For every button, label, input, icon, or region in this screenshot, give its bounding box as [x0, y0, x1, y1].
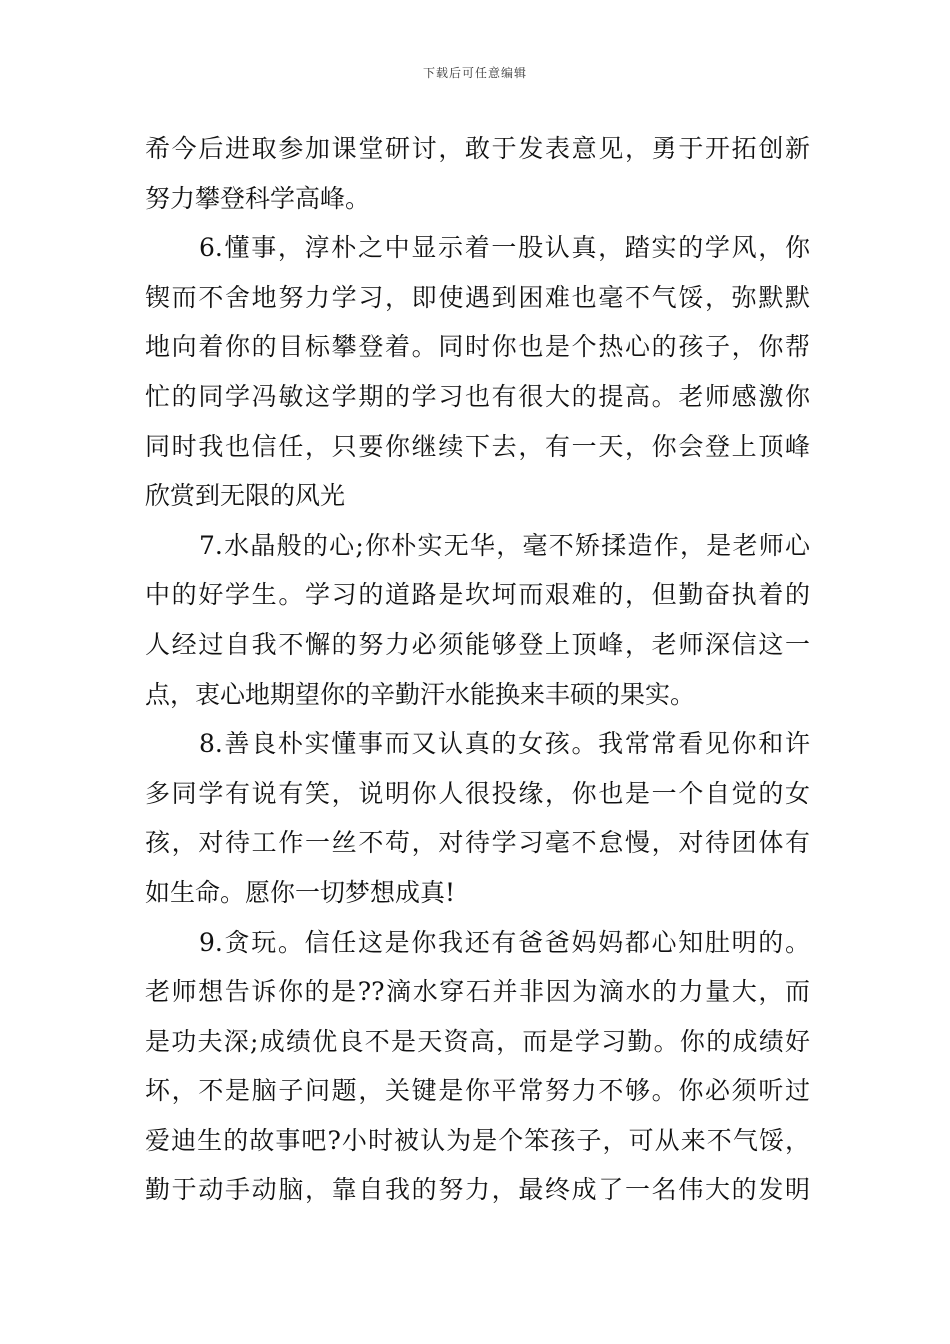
text-line: 点，衷心地期望你的辛勤汗水能换来丰硕的果实。 [145, 679, 696, 709]
text-line: 老师想告诉你的是??滴水穿石并非因为滴水的力量大，而 [145, 977, 810, 1007]
text-line: 希今后进取参加课堂研讨，敢于发表意见，勇于开拓创新 [145, 134, 810, 163]
text-line: 勤于动手动脑，靠自我的努力，最终成了一名伟大的发明 [145, 1175, 810, 1205]
text-line: 锲而不舍地努力学习，即使遇到困难也毫不气馁，弥默默 [145, 282, 810, 312]
text-line: 努力攀登科学高峰。 [145, 183, 371, 213]
text-line: 地向着你的目标攀登着。同时你也是个热心的孩子，你帮 [145, 332, 810, 362]
paragraph-start-line: 7.水晶般的心;你朴实无华，毫不矫揉造作，是老师心 [199, 530, 810, 560]
page-header: 下载后可任意编辑 [422, 66, 527, 80]
text-line: 多同学有说有笑，说明你人很投缘，你也是一个自觉的女 [145, 778, 810, 808]
document-body [145, 124, 810, 1215]
paragraph-start-line: 6.懂事，淳朴之中显示着一股认真，踏实的学风，你 [199, 233, 810, 263]
paragraph-start-line: 8.善良朴实懂事而又认真的女孩。我常常看见你和许 [199, 729, 810, 759]
text-line: 爱迪生的故事吧?小时被认为是个笨孩子，可从来不气馁， [145, 1125, 810, 1155]
text-line: 中的好学生。学习的道路是坎坷而艰难的，但勤奋执着的 [145, 580, 810, 610]
text-line: 坏，不是脑子问题，关键是你平常努力不够。你必须听过 [145, 1076, 810, 1106]
text-line: 如生命。愿你一切梦想成真! [145, 877, 456, 907]
text-line: 是功夫深;成绩优良不是天资高，而是学习勤。你的成绩好 [145, 1026, 810, 1056]
paragraph-start-line: 9.贪玩。信任这是你我还有爸爸妈妈都心知肚明的。 [199, 927, 810, 957]
text-line: 人经过自我不懈的努力必须能够登上顶峰，老师深信这一 [145, 629, 810, 659]
text-line: 欣赏到无限的风光 [145, 481, 346, 511]
text-line: 孩，对待工作一丝不苟，对待学习毫不怠慢，对待团体有 [145, 828, 810, 858]
text-line: 忙的同学冯敏这学期的学习也有很大的提高。老师感激你 [145, 381, 810, 411]
text-line: 同时我也信任，只要你继续下去，有一天，你会登上顶峰 [145, 431, 810, 461]
